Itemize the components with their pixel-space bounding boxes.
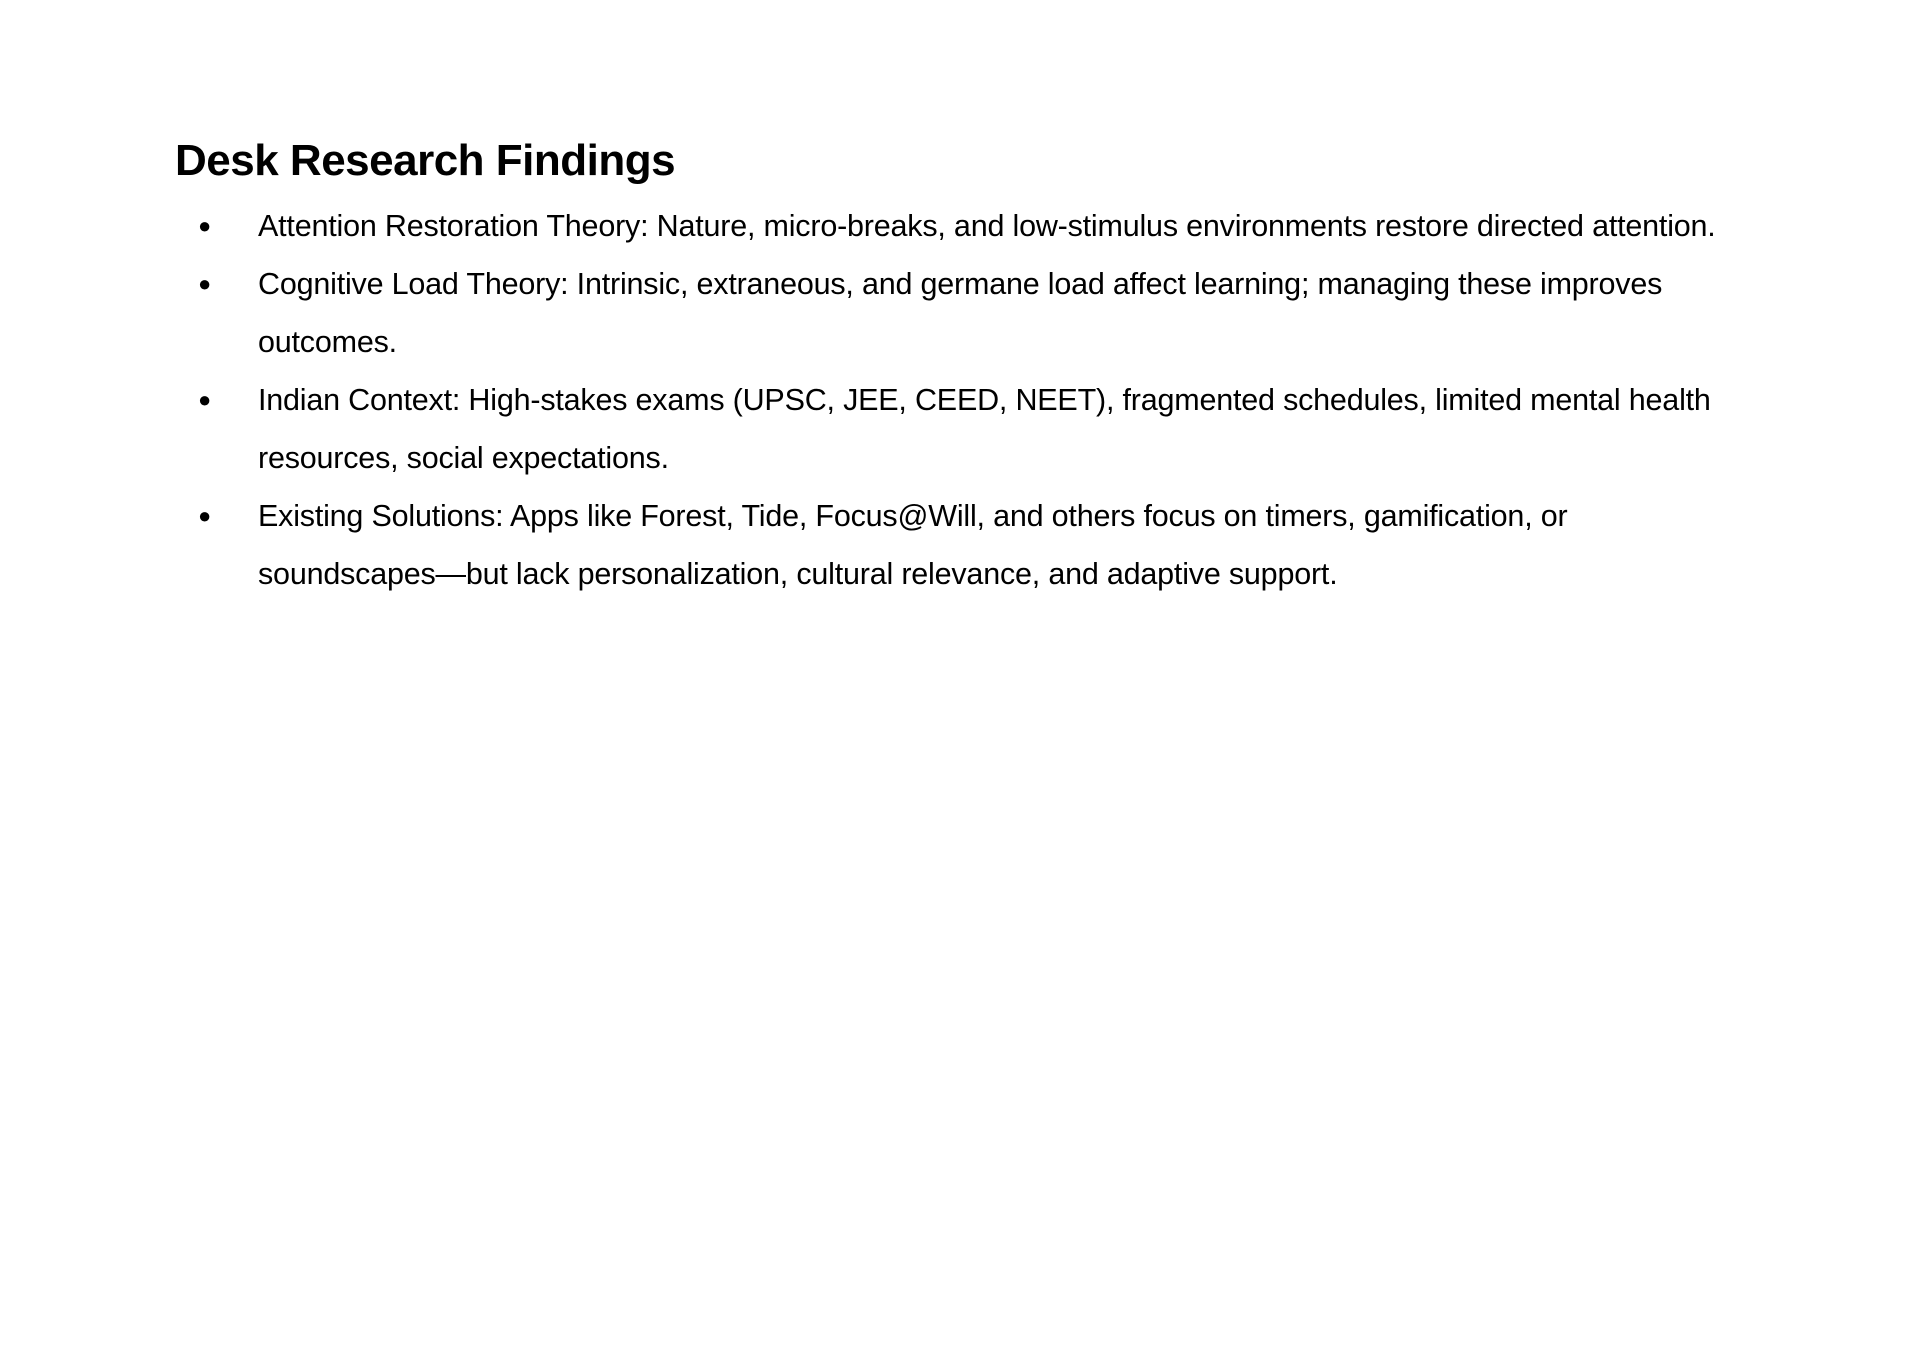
finding-item-cognitive-load (175, 255, 1735, 371)
finding-item-attention-restoration (175, 197, 1735, 255)
finding-text: Cognitive Load Theory: Intrinsic, extraneous, and germane load affect learning; managing these improves outcomes. (258, 267, 1663, 359)
finding-item-indian-context (175, 371, 1735, 487)
bullet-icon: ● (198, 503, 212, 528)
bullet-icon: ● (198, 213, 212, 238)
finding-text: Attention Restoration Theory: Nature, micro-breaks, and low-stimulus environments restore directed attention. (258, 209, 1716, 243)
finding-text: Existing Solutions: Apps like Forest, Tide, Focus@Will, and others focus on timers, gamification, or soundscapes—but lack personalization, cultural relevance, and adaptive support. (258, 499, 1568, 591)
bullet-icon: ● (198, 271, 212, 296)
finding-text: Indian Context: High-stakes exams (UPSC, JEE, CEED, NEET), fragmented schedules, limited mental health resources, social expectations. (258, 383, 1711, 475)
finding-item-existing-solutions (175, 487, 1735, 603)
page-title: Desk Research Findings (175, 136, 676, 185)
bullet-icon: ● (198, 387, 212, 412)
findings-list (175, 197, 1735, 603)
